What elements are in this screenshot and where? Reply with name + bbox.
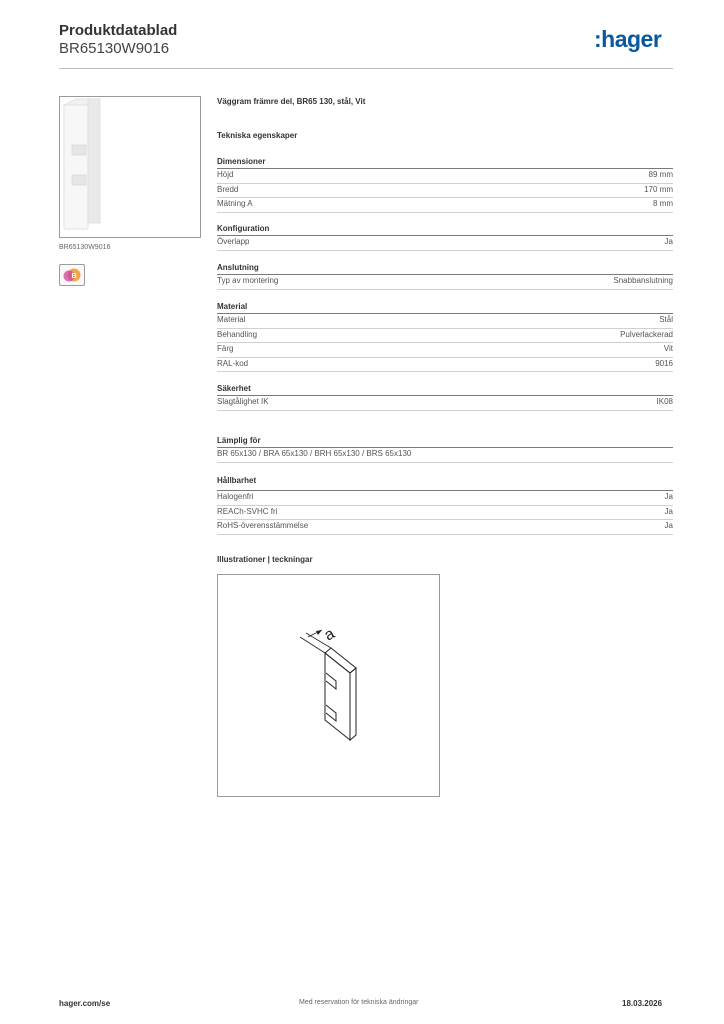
spec-value: Ja xyxy=(664,492,673,501)
spec-label: Höjd xyxy=(217,170,234,179)
spec-row xyxy=(217,343,673,358)
spec-value: Vit xyxy=(663,344,673,353)
spec-value: Ja xyxy=(664,521,673,530)
spec-value: 8 mm xyxy=(653,199,673,208)
spec-value: IK08 xyxy=(656,397,673,406)
spec-value: Ja xyxy=(664,237,673,246)
illustrations-heading: Illustrationer | teckningar xyxy=(217,555,313,564)
tech-heading: Tekniska egenskaper xyxy=(217,131,298,140)
hager-logo: :hager xyxy=(594,26,662,52)
document-title: Produktdatablad xyxy=(59,22,178,39)
spec-value: 9016 xyxy=(655,358,673,368)
spec-row xyxy=(217,198,673,213)
spec-label: Typ av montering xyxy=(217,276,279,285)
spec-row xyxy=(217,169,673,184)
frame-drawing-icon xyxy=(218,575,439,796)
spec-value: Snabbanslutning xyxy=(613,276,673,285)
spec-row xyxy=(217,506,673,521)
spec-label: Halogenfri xyxy=(217,492,254,501)
spec-row xyxy=(217,448,673,463)
product-name: Väggram främre del, BR65 130, stål, Vit xyxy=(217,97,366,106)
spec-label: Färg xyxy=(217,344,234,353)
section-heading-anslutning: Anslutning xyxy=(217,263,259,272)
spec-row xyxy=(217,184,673,199)
spec-value: 89 mm xyxy=(648,170,673,179)
spec-label: Material xyxy=(217,315,246,324)
svg-text:B: B xyxy=(71,273,77,280)
section-heading-konfiguration: Konfiguration xyxy=(217,224,270,233)
spec-value: 170 mm xyxy=(644,184,673,194)
spec-value: Pulverlackerad xyxy=(620,329,673,339)
footer-website: hager.com/se xyxy=(59,999,111,1008)
spec-label: Överlapp xyxy=(217,237,250,246)
section-heading-sakerhet: Säkerhet xyxy=(217,384,251,393)
photo-caption: BR65130W9016 xyxy=(59,244,111,251)
spec-value: Stål xyxy=(659,315,673,324)
footer-disclaimer: Med reservation för tekniska ändringar xyxy=(299,999,419,1006)
section-heading-dimensioner: Dimensioner xyxy=(217,157,266,166)
spec-label: RoHS-överensstämmelse xyxy=(217,521,309,530)
section-heading-material: Material xyxy=(217,302,248,311)
product-photo-icon xyxy=(60,97,200,237)
spec-label: Bredd xyxy=(217,184,239,194)
section-heading-hallbarhet: Hållbarhet xyxy=(217,476,257,485)
spec-row xyxy=(217,236,673,251)
technical-drawing xyxy=(217,574,440,797)
spec-row xyxy=(217,396,673,411)
spec-label: RAL-kod xyxy=(217,358,249,368)
spec-row xyxy=(217,314,673,329)
spec-row xyxy=(217,358,673,373)
product-photo xyxy=(59,96,201,238)
spec-row xyxy=(217,329,673,344)
spec-label: Slagtålighet IK xyxy=(217,397,269,406)
spec-label: BR 65x130 / BRA 65x130 / BRH 65x130 / BRS 65x130 xyxy=(217,449,412,458)
spec-label: Behandling xyxy=(217,329,258,339)
spec-label: REACh-SVHC fri xyxy=(217,506,278,516)
spec-label: Mätning A xyxy=(217,199,253,208)
spec-value: Ja xyxy=(664,506,673,516)
spec-row xyxy=(217,520,673,535)
dimension-label: a xyxy=(321,625,338,645)
product-code-heading: BR65130W9016 xyxy=(59,40,170,57)
header-divider xyxy=(59,68,673,69)
spec-row xyxy=(217,275,673,290)
recycling-badge-icon xyxy=(59,264,85,286)
footer-date: 18.03.2026 xyxy=(622,999,663,1008)
section-heading-lamplig-for: Lämplig för xyxy=(217,436,261,445)
spec-row xyxy=(217,491,673,506)
